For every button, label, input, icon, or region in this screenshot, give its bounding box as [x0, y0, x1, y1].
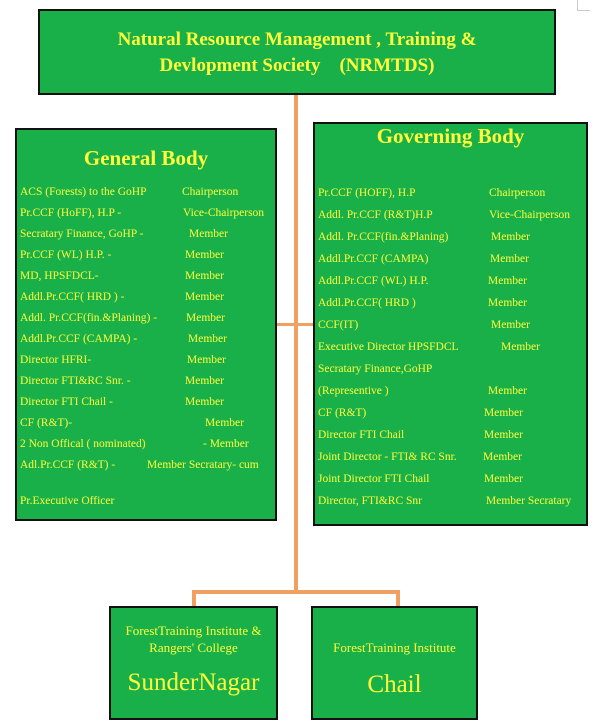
general-body-row — [20, 350, 273, 371]
governing-body-row — [318, 314, 584, 336]
member-role: Member — [483, 451, 522, 463]
governing-body-row — [318, 402, 584, 424]
general-body-heading: General Body — [83, 146, 209, 170]
connector-to-governing — [297, 323, 314, 326]
member-role: Member — [188, 333, 227, 345]
governing-body-row — [318, 446, 584, 468]
member-name: 2 Non Offical ( nominated) — [20, 438, 146, 450]
general-body-row — [20, 434, 273, 455]
member-role: Member — [488, 275, 527, 287]
general-body-row — [20, 329, 273, 350]
general-body-row — [20, 455, 273, 476]
member-role: Chairperson — [489, 187, 546, 199]
general-body-box — [15, 128, 277, 521]
member-name: Addl.Pr.CCF( HRD ) — [318, 297, 416, 309]
nrmtds-title: Natural Resource Management , Training & Devlopment Society (NRMTDS) — [117, 29, 477, 76]
member-role: Member — [484, 429, 523, 441]
member-name: Director FTI Chail — [318, 429, 405, 441]
member-name: Addl.Pr.CCF (CAMPA) - — [20, 333, 138, 345]
member-role: Member — [189, 228, 228, 240]
governing-body-row — [318, 270, 584, 292]
member-role: Member — [501, 341, 540, 353]
connector-to-general — [276, 323, 296, 326]
connector-horizontal-bottom — [192, 590, 399, 594]
member-role: Member — [185, 291, 224, 303]
member-name: MD, HPSFDCL- — [20, 270, 99, 282]
governing-body-box — [313, 122, 588, 526]
member-role: Member Secratary- cum — [147, 459, 259, 471]
member-role: Member — [484, 473, 523, 485]
member-name: Joint Director FTI Chail — [318, 473, 430, 485]
governing-body-row — [318, 490, 584, 512]
member-name: CF (R&T) — [318, 407, 367, 419]
member-role: Member — [491, 319, 530, 331]
governing-body-row — [318, 468, 584, 490]
member-role: Member — [205, 417, 244, 429]
member-role: Vice-Chairperson — [183, 207, 265, 219]
member-name: CF (R&T)- — [20, 417, 73, 429]
member-name: Pr.CCF (WL) H.P. - — [20, 249, 112, 261]
member-name: Addl.Pr.CCF( HRD ) - — [20, 291, 125, 303]
member-name: CCF(IT) — [318, 319, 359, 331]
general-body-row — [20, 476, 273, 491]
governing-body-list — [318, 182, 584, 512]
member-role: Member — [186, 312, 225, 324]
general-body-row — [20, 203, 273, 224]
member-name: Executive Director HPSFDCL — [318, 341, 459, 353]
member-role: Member — [185, 375, 224, 387]
member-name: Joint Director - FTI& RC Snr. — [318, 451, 457, 463]
member-name: Director, FTI&RC Snr — [318, 495, 422, 507]
general-body-row — [20, 224, 273, 245]
governing-body-row — [318, 226, 584, 248]
governing-body-row — [318, 248, 584, 270]
member-name: Adl.Pr.CCF (R&T) - — [20, 459, 116, 471]
member-name: Director HFRI- — [20, 354, 92, 366]
connector-to-sundernagar — [192, 590, 196, 607]
member-role: Member — [187, 354, 226, 366]
member-role: Member — [488, 297, 527, 309]
member-role: Member — [484, 407, 523, 419]
institute-box-chail — [311, 606, 478, 720]
governing-body-heading: Governing Body — [376, 124, 525, 148]
member-role: Member Secratary — [486, 495, 572, 507]
page-corner-mark — [577, 0, 590, 11]
governing-body-row — [318, 292, 584, 314]
member-name: Pr.Executive Officer — [20, 495, 115, 507]
member-name: Director FTI Chail - — [20, 396, 113, 408]
member-name: Secratary Finance, GoHP - — [20, 228, 144, 240]
member-role: Member — [185, 396, 224, 408]
member-role: Member — [491, 231, 530, 243]
member-role: Chairperson — [182, 186, 239, 198]
member-role: - Member — [203, 438, 249, 450]
member-role: Member — [488, 385, 527, 397]
governing-body-row — [318, 380, 584, 402]
general-body-list — [20, 182, 273, 512]
general-body-row — [20, 491, 273, 512]
institute-name: ForestTraining Institute — [333, 640, 456, 655]
member-name: (Representive ) — [318, 385, 389, 397]
member-role: Member — [490, 253, 529, 265]
general-body-row — [20, 371, 273, 392]
member-name: Addl. Pr.CCF (R&T)H.P — [318, 209, 433, 221]
connector-trunk — [294, 94, 298, 594]
general-body-row — [20, 413, 273, 434]
member-role: Member — [185, 249, 224, 261]
member-role: Member — [185, 270, 224, 282]
member-name: Addl.Pr.CCF (CAMPA) — [318, 253, 429, 265]
governing-body-row — [318, 336, 584, 358]
nrmtds-box — [38, 9, 556, 95]
institute-name: ForestTraining Institute & Rangers' College — [125, 623, 262, 655]
general-body-row — [20, 287, 273, 308]
member-name: Pr.CCF (HOFF), H.P — [318, 187, 416, 199]
general-body-row — [20, 266, 273, 287]
general-body-row — [20, 308, 273, 329]
member-name: Director FTI&RC Snr. - — [20, 375, 131, 387]
institute-place: SunderNagar — [127, 669, 260, 696]
member-name: ACS (Forests) to the GoHP — [20, 186, 147, 198]
governing-body-row — [318, 358, 584, 380]
member-name: Secratary Finance,GoHP — [318, 363, 433, 375]
member-name: Pr.CCF (HoFF), H.P - — [20, 207, 122, 219]
member-name: Addl. Pr.CCF(fin.&Planing) — [318, 231, 449, 243]
governing-body-row — [318, 182, 584, 204]
member-role: Vice-Chairperson — [489, 209, 571, 221]
general-body-row — [20, 182, 273, 203]
general-body-row — [20, 245, 273, 266]
institute-box-sundernagar — [109, 606, 278, 720]
general-body-row — [20, 392, 273, 413]
governing-body-row — [318, 424, 584, 446]
connector-to-chail — [396, 590, 400, 607]
governing-body-row — [318, 204, 584, 226]
institute-place: Chail — [367, 671, 422, 698]
member-name: Addl. Pr.CCF(fin.&Planing) - — [20, 312, 158, 324]
member-name: Addl.Pr.CCF (WL) H.P. — [318, 275, 429, 287]
